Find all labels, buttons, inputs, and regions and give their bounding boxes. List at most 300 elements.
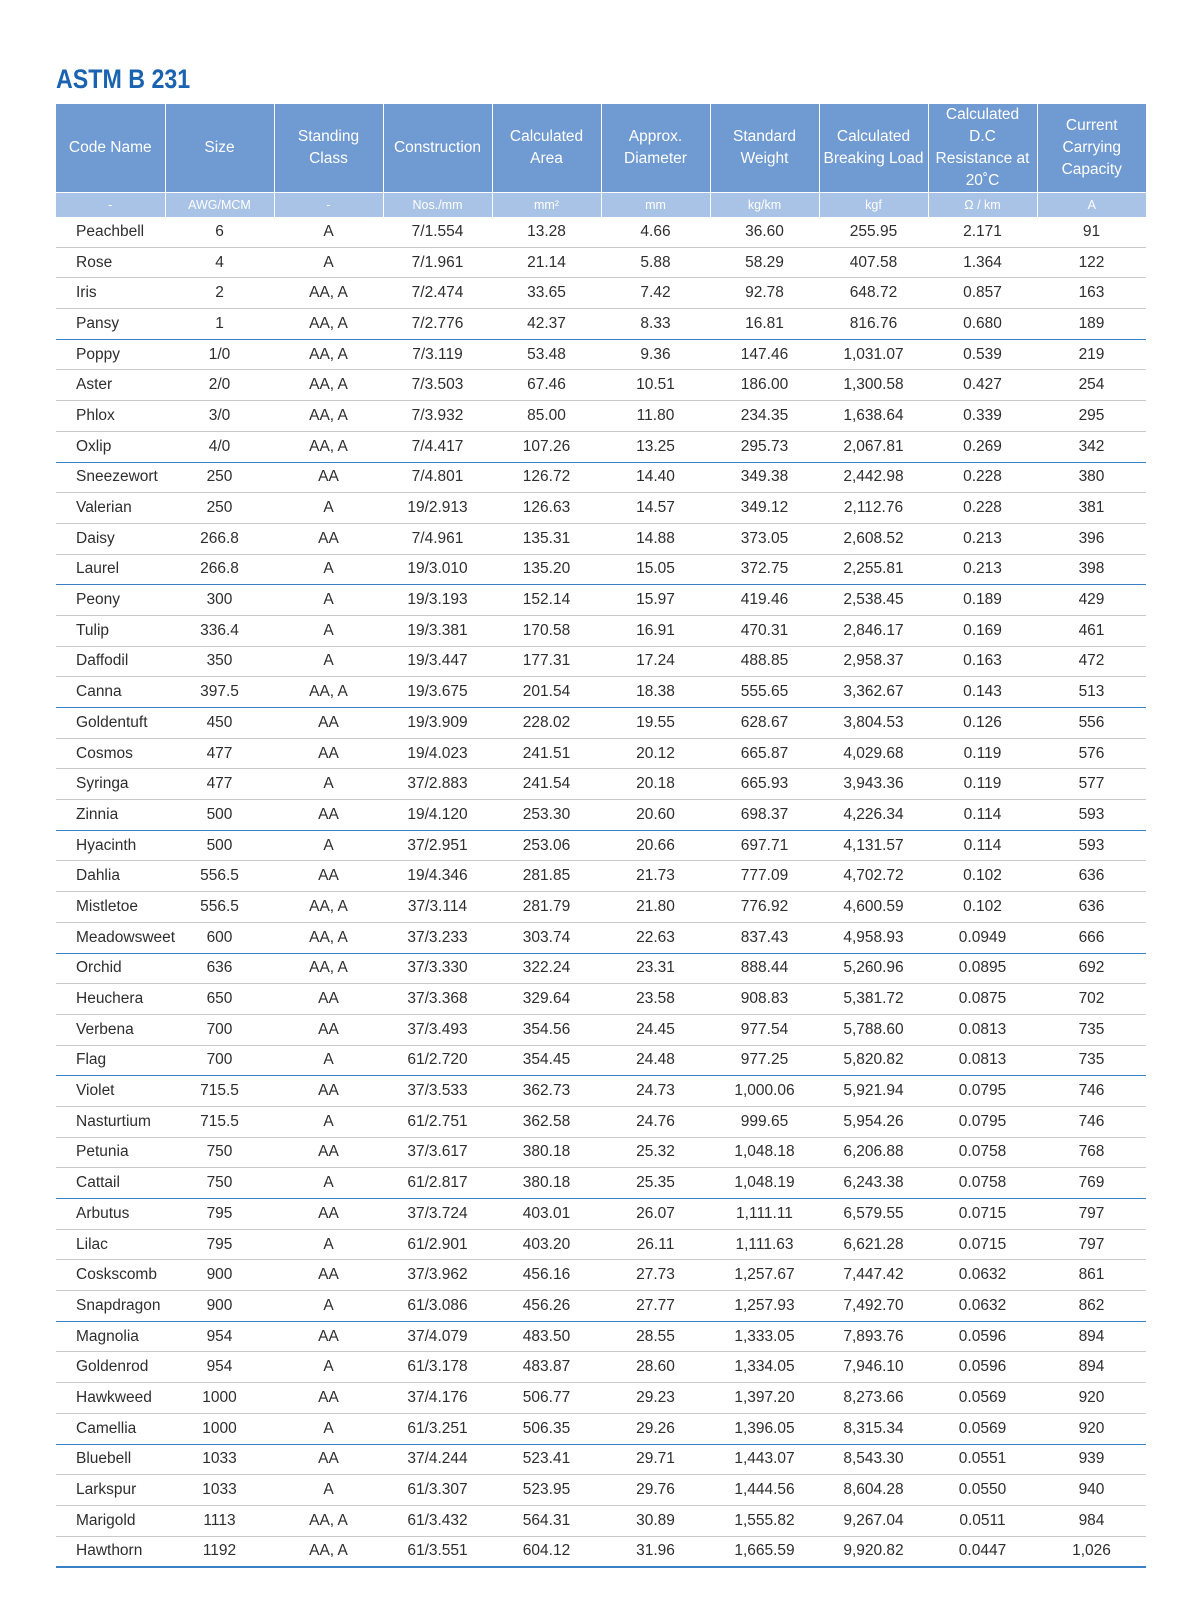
table-cell: 362.73 <box>492 1076 601 1107</box>
table-cell: 7,893.76 <box>819 1321 928 1352</box>
table-cell: 1,257.67 <box>710 1260 819 1291</box>
code-name-cell: Poppy <box>56 339 165 370</box>
table-cell: 19/3.010 <box>383 554 492 585</box>
table-units-row <box>56 193 1146 218</box>
table-cell: 0.0511 <box>928 1505 1037 1536</box>
table-cell: 349.38 <box>710 462 819 493</box>
table-cell: 419.46 <box>710 585 819 616</box>
table-cell: 219 <box>1037 339 1146 370</box>
table-cell: 7,492.70 <box>819 1291 928 1322</box>
code-name-cell: Goldentuft <box>56 708 165 739</box>
table-cell: AA, A <box>274 339 383 370</box>
table-cell: 0.0551 <box>928 1444 1037 1475</box>
table-cell: 3,943.36 <box>819 769 928 800</box>
column-header <box>383 104 492 193</box>
table-cell: 2/0 <box>165 370 274 401</box>
table-cell: 31.96 <box>601 1536 710 1567</box>
table-cell: 984 <box>1037 1505 1146 1536</box>
code-name-cell: Coskscomb <box>56 1260 165 1291</box>
table-row <box>56 431 1146 462</box>
table-cell: 170.58 <box>492 615 601 646</box>
table-cell: 22.63 <box>601 922 710 953</box>
table-cell: 636 <box>1037 892 1146 923</box>
table-cell: 797 <box>1037 1199 1146 1230</box>
code-name-cell: Syringa <box>56 769 165 800</box>
table-cell: 91 <box>1037 217 1146 247</box>
table-row <box>56 493 1146 524</box>
table-cell: 37/3.330 <box>383 953 492 984</box>
table-cell: 4,600.59 <box>819 892 928 923</box>
table-cell: A <box>274 1045 383 1076</box>
conductor-spec-table <box>56 104 1146 1568</box>
table-cell: 372.75 <box>710 554 819 585</box>
table-cell: 295 <box>1037 401 1146 432</box>
code-name-cell: Arbutus <box>56 1199 165 1230</box>
table-cell: 0.0895 <box>928 953 1037 984</box>
table-cell: 861 <box>1037 1260 1146 1291</box>
table-cell: 483.50 <box>492 1321 601 1352</box>
code-name-cell: Iris <box>56 278 165 309</box>
table-cell: 4.66 <box>601 217 710 247</box>
table-cell: 21.14 <box>492 247 601 278</box>
table-cell: 20.18 <box>601 769 710 800</box>
table-cell: 33.65 <box>492 278 601 309</box>
table-cell: 900 <box>165 1291 274 1322</box>
table-cell: 0.119 <box>928 769 1037 800</box>
table-cell: A <box>274 493 383 524</box>
table-cell: 37/3.493 <box>383 1014 492 1045</box>
table-cell: AA, A <box>274 677 383 708</box>
table-cell: 19/3.193 <box>383 585 492 616</box>
table-cell: 6,243.38 <box>819 1168 928 1199</box>
table-cell: 0.0550 <box>928 1475 1037 1506</box>
table-cell: 163 <box>1037 278 1146 309</box>
table-cell: 715.5 <box>165 1076 274 1107</box>
table-cell: 27.73 <box>601 1260 710 1291</box>
table-cell: 7/3.119 <box>383 339 492 370</box>
table-cell: 1,397.20 <box>710 1383 819 1414</box>
table-cell: 593 <box>1037 830 1146 861</box>
column-unit: mm² <box>492 193 601 218</box>
table-cell: 1,257.93 <box>710 1291 819 1322</box>
table-cell: 126.72 <box>492 462 601 493</box>
code-name-cell: Aster <box>56 370 165 401</box>
table-cell: 403.01 <box>492 1199 601 1230</box>
table-cell: 0.0813 <box>928 1045 1037 1076</box>
code-name-cell: Canna <box>56 677 165 708</box>
table-row <box>56 1229 1146 1260</box>
table-cell: 1,000.06 <box>710 1076 819 1107</box>
table-cell: 636 <box>1037 861 1146 892</box>
column-header-line1: Standard <box>733 128 796 145</box>
table-cell: AA <box>274 1260 383 1291</box>
table-cell: AA, A <box>274 1505 383 1536</box>
table-cell: 0.0795 <box>928 1106 1037 1137</box>
table-cell: 556 <box>1037 708 1146 739</box>
table-cell: 0.163 <box>928 646 1037 677</box>
table-cell: 13.25 <box>601 431 710 462</box>
column-header <box>928 104 1037 193</box>
table-cell: 1192 <box>165 1536 274 1567</box>
table-cell: 797 <box>1037 1229 1146 1260</box>
table-cell: 4,029.68 <box>819 738 928 769</box>
table-cell: 9,920.82 <box>819 1536 928 1567</box>
table-cell: 2 <box>165 278 274 309</box>
column-header <box>492 104 601 193</box>
table-cell: 750 <box>165 1168 274 1199</box>
table-row <box>56 1444 1146 1475</box>
table-cell: 0.114 <box>928 830 1037 861</box>
table-body <box>56 217 1146 1567</box>
table-cell: 0.339 <box>928 401 1037 432</box>
table-cell: 0.427 <box>928 370 1037 401</box>
table-cell: 1,048.18 <box>710 1137 819 1168</box>
table-cell: 7/2.776 <box>383 309 492 340</box>
table-row <box>56 1291 1146 1322</box>
table-cell: 0.680 <box>928 309 1037 340</box>
code-name-cell: Camellia <box>56 1413 165 1444</box>
table-cell: 7/4.417 <box>383 431 492 462</box>
table-cell: 506.77 <box>492 1383 601 1414</box>
table-header-row <box>56 104 1146 193</box>
table-cell: 28.55 <box>601 1321 710 1352</box>
table-cell: 2,112.76 <box>819 493 928 524</box>
table-row <box>56 1413 1146 1444</box>
table-cell: 17.24 <box>601 646 710 677</box>
table-cell: AA <box>274 462 383 493</box>
table-row <box>56 708 1146 739</box>
table-cell: 0.102 <box>928 861 1037 892</box>
table-cell: 1,334.05 <box>710 1352 819 1383</box>
table-cell: 0.0632 <box>928 1291 1037 1322</box>
table-cell: 429 <box>1037 585 1146 616</box>
table-cell: 2,958.37 <box>819 646 928 677</box>
table-cell: 666 <box>1037 922 1146 953</box>
table-cell: 837.43 <box>710 922 819 953</box>
table-cell: 500 <box>165 800 274 831</box>
table-row <box>56 554 1146 585</box>
code-name-cell: Hawthorn <box>56 1536 165 1567</box>
column-unit: AWG/MCM <box>165 193 274 218</box>
table-cell: 556.5 <box>165 861 274 892</box>
column-header-line1: Construction <box>393 139 481 156</box>
table-cell: 700 <box>165 1014 274 1045</box>
code-name-cell: Nasturtium <box>56 1106 165 1137</box>
table-cell: 1,638.64 <box>819 401 928 432</box>
table-cell: 61/3.432 <box>383 1505 492 1536</box>
table-cell: 336.4 <box>165 615 274 646</box>
table-cell: 189 <box>1037 309 1146 340</box>
table-cell: 135.31 <box>492 523 601 554</box>
table-cell: 920 <box>1037 1413 1146 1444</box>
table-cell: 29.26 <box>601 1413 710 1444</box>
table-cell: 1,396.05 <box>710 1413 819 1444</box>
table-row <box>56 1199 1146 1230</box>
table-cell: 0.269 <box>928 431 1037 462</box>
table-cell: 0.0632 <box>928 1260 1037 1291</box>
table-cell: 407.58 <box>819 247 928 278</box>
code-name-cell: Cattail <box>56 1168 165 1199</box>
table-cell: 255.95 <box>819 217 928 247</box>
table-cell: 398 <box>1037 554 1146 585</box>
table-row <box>56 830 1146 861</box>
table-row <box>56 1536 1146 1567</box>
table-row <box>56 1014 1146 1045</box>
table-cell: A <box>274 1352 383 1383</box>
table-cell: 977.54 <box>710 1014 819 1045</box>
table-cell: 29.76 <box>601 1475 710 1506</box>
code-name-cell: Mistletoe <box>56 892 165 923</box>
column-unit: Nos./mm <box>383 193 492 218</box>
table-cell: 6,621.28 <box>819 1229 928 1260</box>
table-cell: 7/4.801 <box>383 462 492 493</box>
table-cell: 15.97 <box>601 585 710 616</box>
table-cell: AA, A <box>274 1536 383 1567</box>
table-row <box>56 861 1146 892</box>
table-cell: 6,206.88 <box>819 1137 928 1168</box>
table-cell: 1,111.63 <box>710 1229 819 1260</box>
table-cell: 894 <box>1037 1352 1146 1383</box>
table-cell: 13.28 <box>492 217 601 247</box>
table-row <box>56 217 1146 247</box>
table-cell: 4 <box>165 247 274 278</box>
column-header-line2: Diameter <box>624 150 687 167</box>
table-cell: 2,846.17 <box>819 615 928 646</box>
table-cell: 27.77 <box>601 1291 710 1322</box>
table-cell: A <box>274 769 383 800</box>
table-cell: AA <box>274 861 383 892</box>
table-cell: 0.228 <box>928 462 1037 493</box>
table-cell: 2,608.52 <box>819 523 928 554</box>
table-cell: 1113 <box>165 1505 274 1536</box>
table-row <box>56 984 1146 1015</box>
table-cell: 61/2.751 <box>383 1106 492 1137</box>
table-cell: 816.76 <box>819 309 928 340</box>
table-cell: 61/2.817 <box>383 1168 492 1199</box>
table-cell: 0.539 <box>928 339 1037 370</box>
table-cell: 266.8 <box>165 554 274 585</box>
table-cell: 7/4.961 <box>383 523 492 554</box>
table-cell: 37/4.176 <box>383 1383 492 1414</box>
table-cell: 9.36 <box>601 339 710 370</box>
table-cell: AA <box>274 1137 383 1168</box>
code-name-cell: Daffodil <box>56 646 165 677</box>
table-cell: AA, A <box>274 892 383 923</box>
table-cell: AA, A <box>274 370 383 401</box>
column-unit: kgf <box>819 193 928 218</box>
table-cell: 488.85 <box>710 646 819 677</box>
table-cell: 26.11 <box>601 1229 710 1260</box>
table-row <box>56 1137 1146 1168</box>
table-cell: 3,804.53 <box>819 708 928 739</box>
table-cell: 37/3.114 <box>383 892 492 923</box>
table-cell: 768 <box>1037 1137 1146 1168</box>
table-cell: 555.65 <box>710 677 819 708</box>
table-cell: 19/3.675 <box>383 677 492 708</box>
table-cell: 14.57 <box>601 493 710 524</box>
table-cell: 795 <box>165 1229 274 1260</box>
column-header-line1: Size <box>204 139 235 156</box>
table-cell: 21.73 <box>601 861 710 892</box>
table-cell: AA, A <box>274 401 383 432</box>
table-cell: AA, A <box>274 309 383 340</box>
table-cell: 29.23 <box>601 1383 710 1414</box>
table-cell: 61/3.307 <box>383 1475 492 1506</box>
table-row <box>56 370 1146 401</box>
table-cell: 362.58 <box>492 1106 601 1137</box>
table-cell: 1,555.82 <box>710 1505 819 1536</box>
table-cell: A <box>274 830 383 861</box>
table-cell: A <box>274 1229 383 1260</box>
table-cell: 564.31 <box>492 1505 601 1536</box>
table-cell: 14.40 <box>601 462 710 493</box>
table-cell: 648.72 <box>819 278 928 309</box>
table-cell: 6,579.55 <box>819 1199 928 1230</box>
table-cell: 107.26 <box>492 431 601 462</box>
table-cell: 0.213 <box>928 523 1037 554</box>
table-cell: 7/3.932 <box>383 401 492 432</box>
table-cell: 8,315.34 <box>819 1413 928 1444</box>
table-cell: AA, A <box>274 431 383 462</box>
table-row <box>56 1321 1146 1352</box>
table-cell: A <box>274 615 383 646</box>
table-cell: 5,381.72 <box>819 984 928 1015</box>
table-cell: 4,131.57 <box>819 830 928 861</box>
table-cell: 692 <box>1037 953 1146 984</box>
table-row <box>56 523 1146 554</box>
table-cell: 253.30 <box>492 800 601 831</box>
code-name-cell: Petunia <box>56 1137 165 1168</box>
table-cell: 1/0 <box>165 339 274 370</box>
table-row <box>56 1352 1146 1383</box>
table-cell: 698.37 <box>710 800 819 831</box>
table-cell: 977.25 <box>710 1045 819 1076</box>
table-row <box>56 1505 1146 1536</box>
table-cell: 26.07 <box>601 1199 710 1230</box>
code-name-cell: Zinnia <box>56 800 165 831</box>
table-cell: 5,921.94 <box>819 1076 928 1107</box>
table-cell: 20.12 <box>601 738 710 769</box>
table-cell: 769 <box>1037 1168 1146 1199</box>
table-cell: 523.41 <box>492 1444 601 1475</box>
table-cell: 29.71 <box>601 1444 710 1475</box>
table-cell: 61/3.086 <box>383 1291 492 1322</box>
table-cell: 201.54 <box>492 677 601 708</box>
table-cell: AA, A <box>274 922 383 953</box>
table-cell: 2,255.81 <box>819 554 928 585</box>
table-cell: 28.60 <box>601 1352 710 1383</box>
code-name-cell: Tulip <box>56 615 165 646</box>
table-cell: A <box>274 646 383 677</box>
table-cell: 5,820.82 <box>819 1045 928 1076</box>
table-cell: 61/2.720 <box>383 1045 492 1076</box>
table-cell: 23.58 <box>601 984 710 1015</box>
table-cell: 908.83 <box>710 984 819 1015</box>
table-cell: A <box>274 1168 383 1199</box>
table-cell: AA <box>274 1014 383 1045</box>
table-cell: 380 <box>1037 462 1146 493</box>
table-cell: 735 <box>1037 1014 1146 1045</box>
table-cell: 1,665.59 <box>710 1536 819 1567</box>
code-name-cell: Magnolia <box>56 1321 165 1352</box>
table-cell: 513 <box>1037 677 1146 708</box>
table-cell: 1,048.19 <box>710 1168 819 1199</box>
table-cell: 403.20 <box>492 1229 601 1260</box>
table-cell: 9,267.04 <box>819 1505 928 1536</box>
table-cell: AA <box>274 1199 383 1230</box>
table-cell: 999.65 <box>710 1106 819 1137</box>
table-cell: 37/2.951 <box>383 830 492 861</box>
table-cell: 0.189 <box>928 585 1037 616</box>
table-row <box>56 646 1146 677</box>
table-cell: 577 <box>1037 769 1146 800</box>
table-cell: 36.60 <box>710 217 819 247</box>
table-cell: 19/4.120 <box>383 800 492 831</box>
table-cell: 483.87 <box>492 1352 601 1383</box>
page-title: ASTM B 231 <box>56 64 191 94</box>
table-row <box>56 769 1146 800</box>
table-cell: 381 <box>1037 493 1146 524</box>
table-cell: 37/3.533 <box>383 1076 492 1107</box>
table-cell: 636 <box>165 953 274 984</box>
table-cell: 0.102 <box>928 892 1037 923</box>
table-cell: 700 <box>165 1045 274 1076</box>
code-name-cell: Bluebell <box>56 1444 165 1475</box>
table-cell: 650 <box>165 984 274 1015</box>
table-cell: 186.00 <box>710 370 819 401</box>
table-cell: 19.55 <box>601 708 710 739</box>
table-cell: 16.91 <box>601 615 710 646</box>
table-row <box>56 309 1146 340</box>
table-cell: 67.46 <box>492 370 601 401</box>
table-cell: 380.18 <box>492 1137 601 1168</box>
table-cell: 894 <box>1037 1321 1146 1352</box>
table-cell: 4,702.72 <box>819 861 928 892</box>
table-cell: 715.5 <box>165 1106 274 1137</box>
table-cell: 177.31 <box>492 646 601 677</box>
table-cell: 281.79 <box>492 892 601 923</box>
table-cell: 53.48 <box>492 339 601 370</box>
table-cell: 24.76 <box>601 1106 710 1137</box>
table-row <box>56 401 1146 432</box>
table-cell: 600 <box>165 922 274 953</box>
table-cell: 7,946.10 <box>819 1352 928 1383</box>
table-cell: 20.66 <box>601 830 710 861</box>
table-cell: 0.0813 <box>928 1014 1037 1045</box>
table-cell: 16.81 <box>710 309 819 340</box>
code-name-cell: Rose <box>56 247 165 278</box>
code-name-cell: Heuchera <box>56 984 165 1015</box>
table-row <box>56 892 1146 923</box>
table-cell: 24.48 <box>601 1045 710 1076</box>
table-cell: 5,954.26 <box>819 1106 928 1137</box>
table-cell: 241.54 <box>492 769 601 800</box>
table-cell: 342 <box>1037 431 1146 462</box>
table-cell: 0.0715 <box>928 1229 1037 1260</box>
table-row <box>56 677 1146 708</box>
table-cell: 8,543.30 <box>819 1444 928 1475</box>
table-cell: 2,067.81 <box>819 431 928 462</box>
table-cell: 122 <box>1037 247 1146 278</box>
table-cell: A <box>274 585 383 616</box>
column-header-line1: Code Name <box>68 139 152 156</box>
table-cell: 0.119 <box>928 738 1037 769</box>
table-cell: 396 <box>1037 523 1146 554</box>
table-cell: 0.0447 <box>928 1536 1037 1567</box>
table-cell: 30.89 <box>601 1505 710 1536</box>
table-cell: 15.05 <box>601 554 710 585</box>
table-cell: A <box>274 554 383 585</box>
